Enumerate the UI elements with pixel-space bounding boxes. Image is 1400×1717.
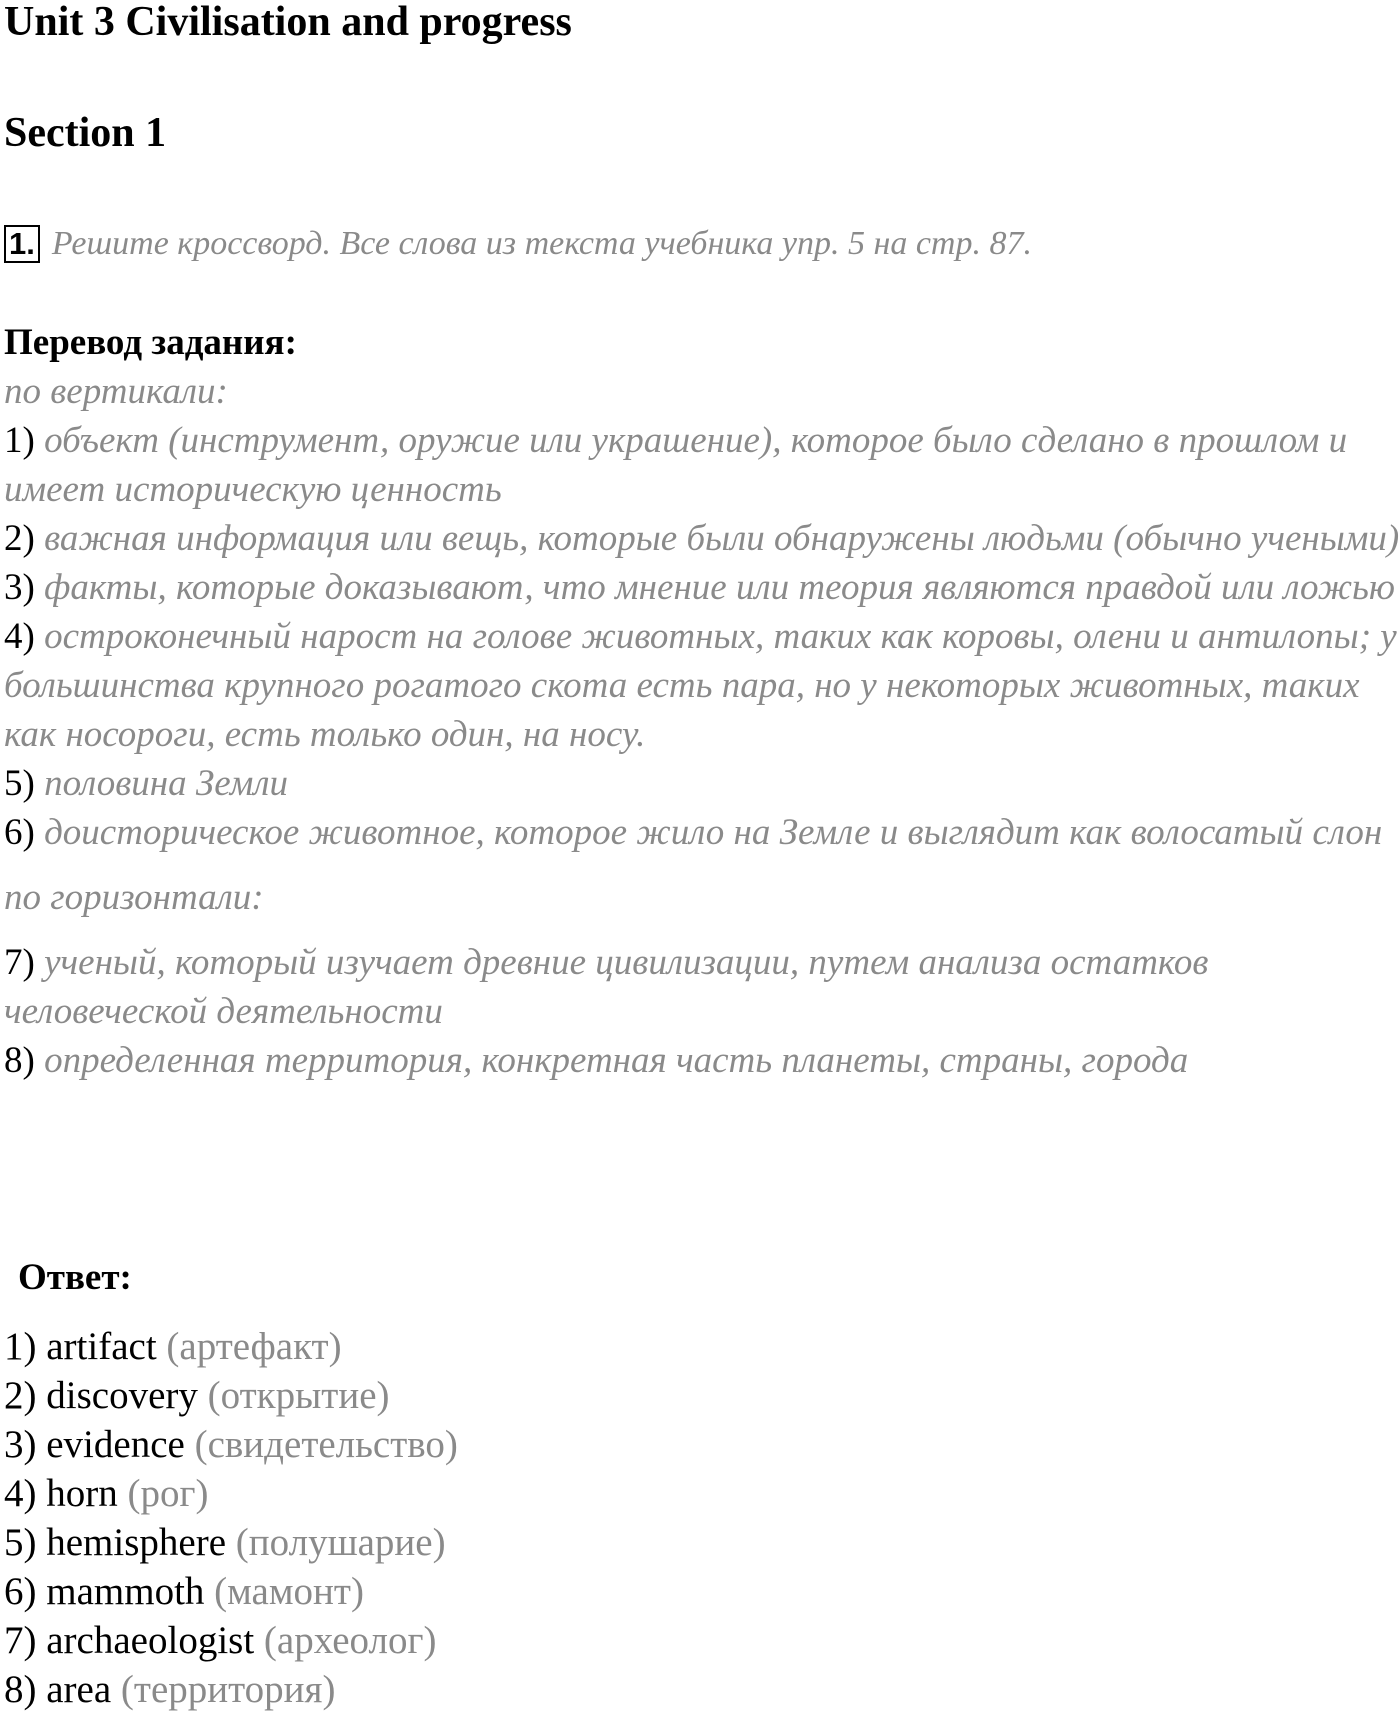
- section-title: Section 1: [4, 110, 167, 156]
- task-translation: [4, 318, 1400, 1085]
- clue-item: [4, 759, 1400, 808]
- clue-number: 2): [4, 518, 35, 559]
- answer-number: 5): [4, 1521, 37, 1564]
- answer-number: 3): [4, 1423, 37, 1466]
- task-text: Решите кроссворд. Все слова из текста учебника упр. 5 на стр. 87.: [51, 225, 1032, 262]
- clue-number: 8): [4, 1040, 35, 1081]
- clue-text: определенная территория, конкретная часть планеты, страны, города: [44, 1040, 1189, 1081]
- clue-item: [4, 563, 1400, 612]
- clue-item: [4, 416, 1400, 514]
- answer-number: 2): [4, 1374, 37, 1417]
- answer-word: horn: [46, 1472, 118, 1515]
- task-number-badge: 1.: [4, 225, 40, 263]
- clue-item: [4, 514, 1400, 563]
- answer-heading: Ответ:: [18, 1257, 132, 1298]
- unit-title: Unit 3 Civilisation and progress: [4, 0, 572, 45]
- vertical-label: по вертикали:: [4, 371, 228, 412]
- answer-word: evidence: [46, 1423, 185, 1466]
- clue-number: 7): [4, 942, 35, 983]
- answer-item: [4, 1518, 458, 1567]
- clue-text: остроконечный нарост на голове животных, таких как коровы, олени и антилопы; у большинства крупного рогатого скота есть пара, но у некоторых животных, таких как носороги, есть только один, на носу.: [4, 616, 1397, 755]
- clue-item: [4, 938, 1400, 1036]
- answer-item: [4, 1371, 458, 1420]
- answer-number: 8): [4, 1668, 37, 1711]
- answer-word: mammoth: [46, 1570, 205, 1613]
- answer-list: [4, 1322, 458, 1714]
- clue-item: [4, 808, 1400, 857]
- answer-translation: (полушарие): [235, 1521, 446, 1564]
- answer-item: [4, 1616, 458, 1665]
- clue-text: важная информация или вещь, которые были обнаружены людьми (обычно учеными): [44, 518, 1400, 559]
- clue-text: факты, которые доказывают, что мнение или теория являются правдой или ложью: [44, 567, 1395, 608]
- task-statement: [4, 224, 1032, 264]
- answer-word: hemisphere: [46, 1521, 227, 1564]
- answer-number: 7): [4, 1619, 37, 1662]
- answer-number: 1): [4, 1325, 37, 1368]
- clue-item: [4, 612, 1400, 759]
- answer-translation: (артефакт): [166, 1325, 342, 1368]
- clue-text: доисторическое животное, которое жило на Земле и выглядит как волосатый слон: [44, 812, 1383, 853]
- answer-translation: (территория): [120, 1668, 336, 1711]
- translation-heading: Перевод задания:: [4, 322, 297, 363]
- clue-number: 1): [4, 420, 35, 461]
- answer-number: 6): [4, 1570, 37, 1613]
- answer-translation: (открытие): [207, 1374, 390, 1417]
- clue-text: объект (инструмент, оружие или украшение), которое было сделано в прошлом и имеет историческую ценность: [4, 420, 1348, 510]
- clue-text: ученый, который изучает древние цивилизации, путем анализа остатков человеческой деятельности: [4, 942, 1209, 1032]
- answer-translation: (мамонт): [214, 1570, 364, 1613]
- horizontal-label: по горизонтали:: [4, 877, 264, 918]
- clue-number: 4): [4, 616, 35, 657]
- clue-text: половина Земли: [44, 763, 288, 804]
- clue-number: 3): [4, 567, 35, 608]
- clue-item: [4, 1036, 1400, 1085]
- answer-item: [4, 1665, 458, 1714]
- answer-item: [4, 1420, 458, 1469]
- answer-item: [4, 1567, 458, 1616]
- clue-number: 6): [4, 812, 35, 853]
- answer-word: area: [46, 1668, 112, 1711]
- answer-word: discovery: [46, 1374, 198, 1417]
- answer-translation: (археолог): [263, 1619, 437, 1662]
- answer-number: 4): [4, 1472, 37, 1515]
- answer-item: [4, 1322, 458, 1371]
- answer-translation: (свидетельство): [194, 1423, 458, 1466]
- answer-word: artifact: [46, 1325, 157, 1368]
- answer-word: archaeologist: [46, 1619, 255, 1662]
- clue-number: 5): [4, 763, 35, 804]
- answer-item: [4, 1469, 458, 1518]
- answer-translation: (рог): [127, 1472, 209, 1515]
